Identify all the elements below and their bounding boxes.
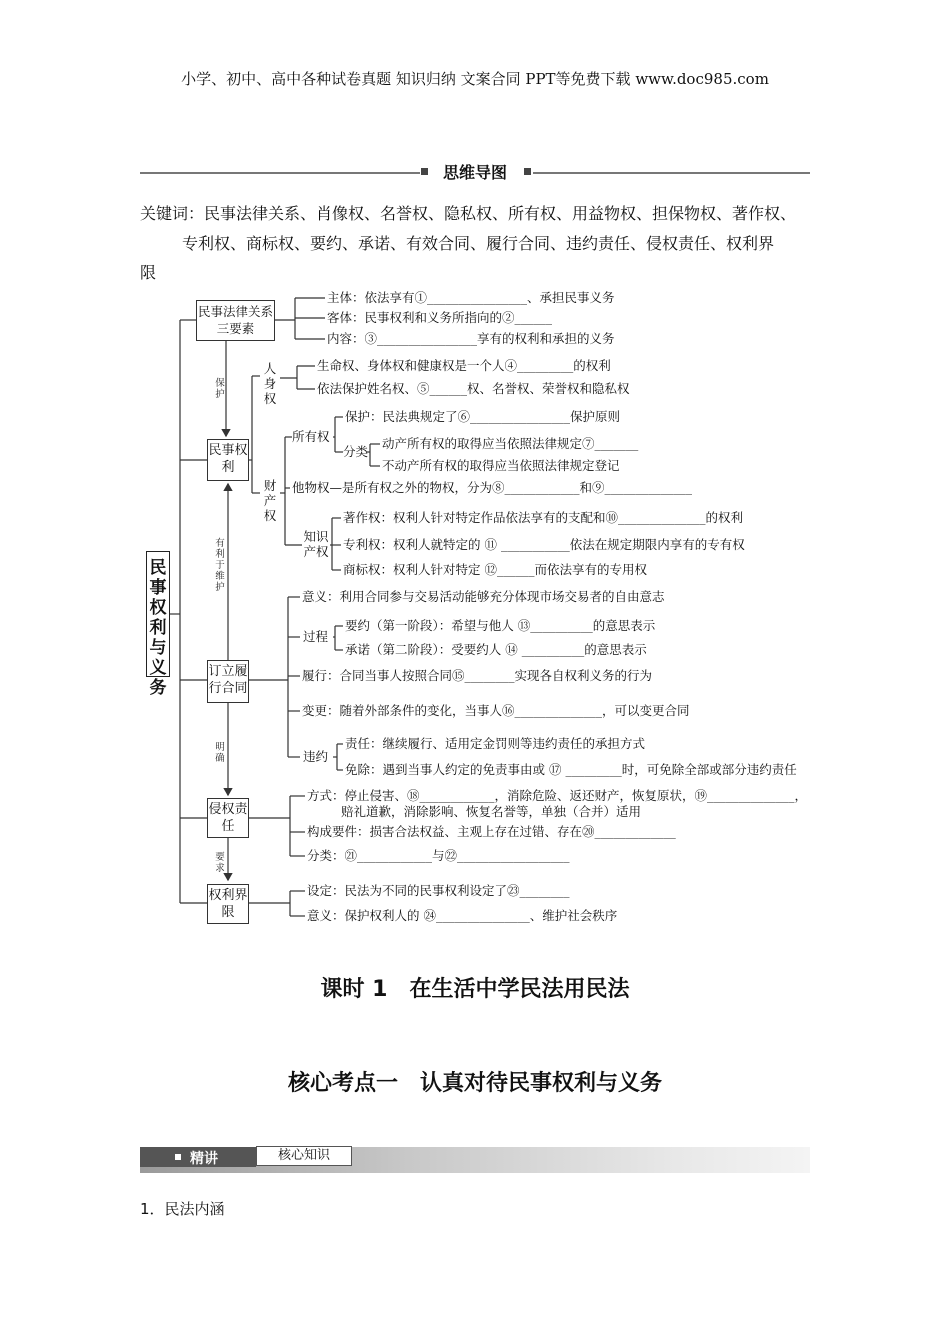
node-relation: 民事法律关系三要素 [196, 300, 275, 341]
leaf-limit-meaning: 意义：保护权利人的 ㉔_______________、维护社会秩序 [307, 908, 618, 923]
leaf-object: 客体：民事权利和义务所指向的②______ [327, 310, 553, 325]
section-bar-tab: 核心知识 [256, 1146, 352, 1166]
leaf-offer: 要约（第一阶段）：希望与他人 ⑬__________的意思表示 [345, 618, 656, 633]
leaf-other-property: 他物权—是所有权之外的物权，分为⑧____________和⑨______________ [292, 480, 693, 495]
leaf-patent: 专利权：权利人就特定的 ⑪ ___________依法在规定期限内享有的专有权 [343, 537, 745, 552]
node-person: 人身权 [263, 361, 277, 406]
leaf-movable: 动产所有权的取得应当依照法律规定⑦_______ [382, 436, 639, 451]
page-header: 小学、初中、高中各种试卷真题 知识归纳 文案合同 PPT等免费下载 www.doc985.com [181, 70, 769, 88]
link-clarify: 明确 [215, 742, 225, 764]
keywords-line-3: 限 [140, 263, 157, 282]
node-ownership: 所有权 [292, 429, 330, 444]
leaf-tort-types: 分类：㉑____________与㉒__________________ [307, 848, 570, 863]
mindmap-root: 民事权利与义务 [146, 551, 170, 677]
node-process: 过程 [303, 629, 329, 644]
node-contract: 订立履行合同 [207, 660, 249, 703]
section-bar-label: 精讲 [190, 1151, 218, 1167]
link-require: 要求 [215, 852, 225, 874]
leaf-content: 内容：③________________享有的权利和承担的义务 [327, 331, 615, 346]
leaf-life-right: 生命权、身体权和健康权是一个人④_________的权利 [317, 358, 611, 373]
leaf-performance: 履行：合同当事人按照合同⑮________实现各自权利义务的行为 [302, 668, 653, 683]
leaf-copyright: 著作权：权利人针对特定作品依法享有的支配和⑩______________的权利 [343, 510, 744, 525]
leaf-tort-method-cont: 赔礼道歉，消除影响、恢复名誉等，单独（合并）适用 [341, 804, 642, 819]
lesson-title: 课时 1 在生活中学民法用民法 [320, 977, 630, 1002]
core-point-title: 核心考点一 认真对待民事权利与义务 [287, 1071, 662, 1096]
node-rights: 民事权利 [207, 439, 249, 481]
leaf-trademark: 商标权：权利人针对特定 ⑫______而依法享有的专用权 [343, 562, 647, 577]
section-bar-marker [175, 1154, 181, 1160]
link-beneficial: 有利于维护 [215, 538, 225, 593]
node-breach: 违约 [303, 749, 329, 764]
leaf-acceptance: 承诺（第二阶段）：受要约人 ⑭ __________的意思表示 [345, 642, 647, 657]
node-property: 财产权 [263, 478, 277, 523]
leaf-exemption: 免除：遇到当事人约定的免责事由或 ⑰ _________时，可免除全部或部分违约责任 [345, 762, 797, 777]
leaf-name-right: 依法保护姓名权、⑤______权、名誉权、荣誉权和隐私权 [317, 381, 630, 396]
leaf-tort-elements: 构成要件：损害合法权益、主观上存在过错、存在⑳_____________ [307, 824, 676, 839]
node-classify: 分类 [343, 444, 369, 459]
node-tort: 侵权责任 [207, 798, 249, 838]
leaf-protection: 保护：民法典规定了⑥________________保护原则 [345, 409, 621, 424]
leaf-limit-setting: 设定：民法为不同的民事权利设定了㉓________ [307, 883, 570, 898]
leaf-immovable: 不动产所有权的取得应当依照法律规定登记 [382, 458, 620, 473]
leaf-contract-meaning: 意义：利用合同参与交易活动能够充分体现市场交易者的自由意志 [302, 589, 665, 604]
leaf-liability: 责任：继续履行、适用定金罚则等违约责任的承担方式 [345, 736, 646, 751]
leaf-subject: 主体：依法享有①________________、承担民事义务 [327, 290, 615, 305]
keywords-line-2: 专利权、商标权、要约、承诺、有效合同、履行合同、违约责任、侵权责任、权利界 [182, 234, 775, 253]
leaf-tort-method: 方式：停止侵害、⑱____________，消除危险、返还财产，恢复原状，⑲______________， [307, 788, 808, 803]
keywords-line-1: 关键词：民事法律关系、肖像权、名誉权、隐私权、所有权、用益物权、担保物权、著作权、 [140, 204, 797, 223]
node-limit: 权利界限 [207, 884, 249, 924]
link-protect: 保护 [215, 378, 225, 400]
leaf-change: 变更：随着外部条件的变化，当事人⑯______________，可以变更合同 [302, 703, 690, 718]
item-1-heading: 1．民法内涵 [140, 1200, 225, 1218]
node-ip: 知识产权 [303, 529, 329, 559]
section-title: 思维导图 [442, 163, 507, 182]
